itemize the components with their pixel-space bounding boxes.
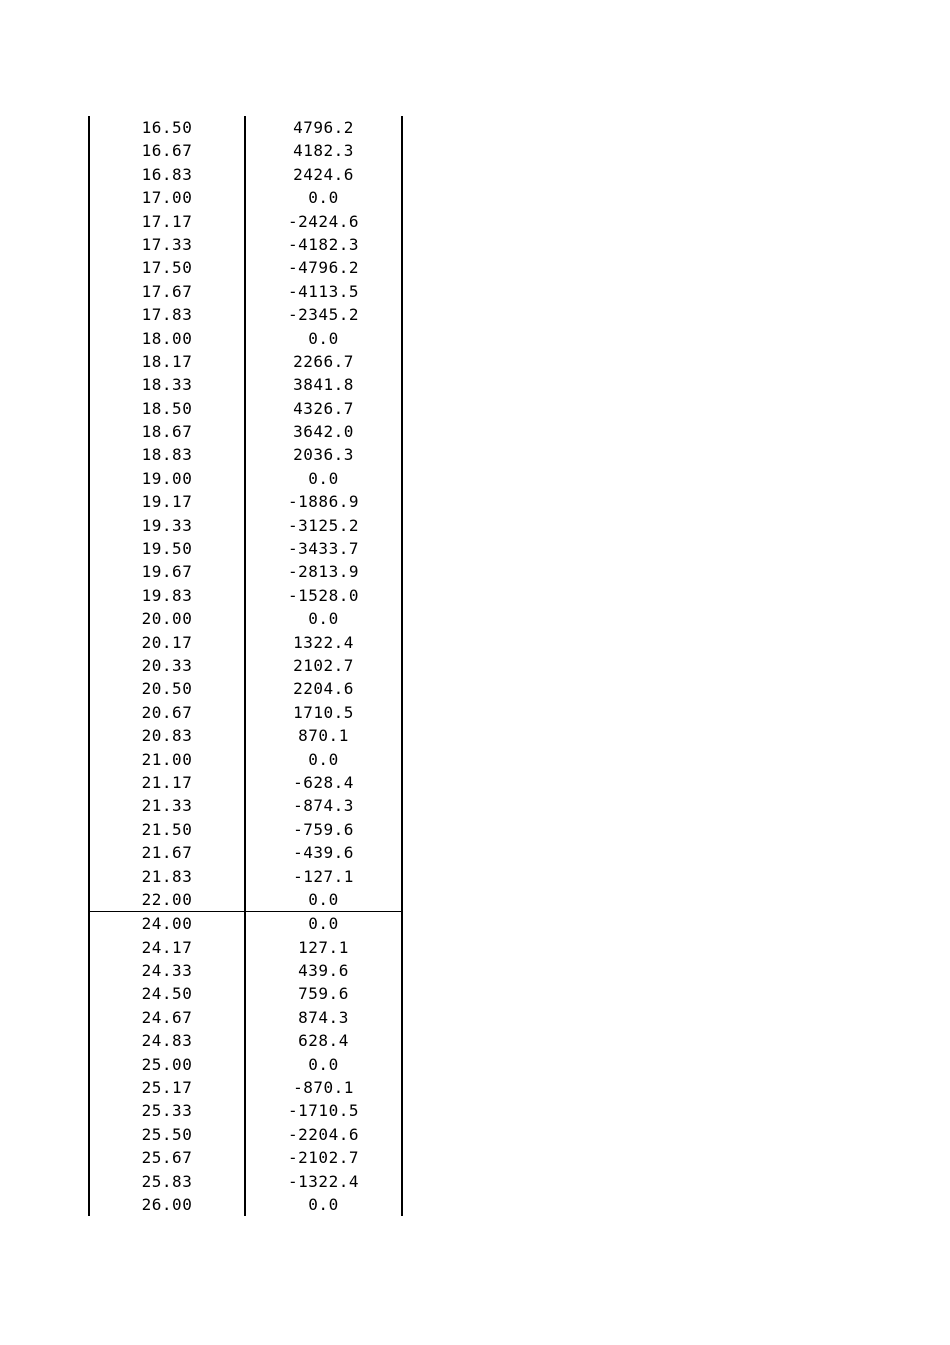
time-cell: 25.33 [141, 1101, 193, 1121]
value-cell: -2424.6 [244, 210, 401, 233]
time-cell: 19.67 [141, 562, 193, 582]
table-row [90, 936, 401, 959]
table-row [90, 1076, 401, 1099]
table-row [90, 256, 401, 279]
time-cell: 17.67 [141, 281, 193, 301]
time-cell: 17.33 [141, 234, 193, 254]
time-cell: 19.50 [141, 539, 193, 559]
value-cell: 0.0 [244, 327, 401, 350]
data-table [88, 116, 403, 1216]
time-cell: 25.17 [141, 1078, 193, 1098]
table-row [90, 280, 401, 303]
table-row [90, 537, 401, 560]
table-row [90, 1029, 401, 1052]
table-row [90, 350, 401, 373]
value-cell: 2036.3 [244, 443, 401, 466]
value-cell: -1528.0 [244, 584, 401, 607]
time-cell: 21.83 [141, 866, 193, 886]
time-cell: 24.00 [141, 914, 193, 934]
value-cell: -2204.6 [244, 1123, 401, 1146]
value-cell: 0.0 [244, 1053, 401, 1076]
value-cell: 0.0 [244, 912, 401, 935]
value-cell: 874.3 [244, 1006, 401, 1029]
time-cell: 20.67 [141, 702, 193, 722]
value-cell: 628.4 [244, 1029, 401, 1052]
value-cell: -759.6 [244, 818, 401, 841]
value-cell: 4796.2 [244, 116, 401, 139]
value-cell: 1322.4 [244, 631, 401, 654]
value-cell: 0.0 [244, 1193, 401, 1216]
table-row [90, 186, 401, 209]
time-cell: 25.83 [141, 1171, 193, 1191]
time-cell: 16.83 [141, 164, 193, 184]
table-row [90, 677, 401, 700]
table-row [90, 631, 401, 654]
table-row [90, 607, 401, 630]
table-row [90, 701, 401, 724]
time-cell: 21.00 [141, 749, 193, 769]
time-cell: 20.00 [141, 609, 193, 629]
time-cell: 24.17 [141, 937, 193, 957]
value-cell: -628.4 [244, 771, 401, 794]
value-cell: -4182.3 [244, 233, 401, 256]
time-cell: 21.17 [141, 772, 193, 792]
table-row [90, 724, 401, 747]
time-cell: 16.50 [141, 118, 193, 137]
table-row [90, 397, 401, 420]
value-cell: -874.3 [244, 794, 401, 817]
time-cell: 24.83 [141, 1031, 193, 1051]
value-cell: 2204.6 [244, 677, 401, 700]
table-row [90, 514, 401, 537]
time-cell: 20.83 [141, 726, 193, 746]
value-cell: 1710.5 [244, 701, 401, 724]
value-cell: 2266.7 [244, 350, 401, 373]
time-cell: 18.67 [141, 422, 193, 442]
table-row [90, 818, 401, 841]
time-cell: 17.83 [141, 305, 193, 325]
time-cell: 24.33 [141, 961, 193, 981]
table-row [90, 888, 401, 911]
table-row [90, 1053, 401, 1076]
value-cell: -4796.2 [244, 256, 401, 279]
table-row [90, 1170, 401, 1193]
time-cell: 17.50 [141, 258, 193, 278]
value-cell: 0.0 [244, 607, 401, 630]
value-cell: 0.0 [244, 186, 401, 209]
time-cell: 18.17 [141, 351, 193, 371]
value-cell: -2345.2 [244, 303, 401, 326]
time-cell: 17.17 [141, 211, 193, 231]
table-row [90, 982, 401, 1005]
table-row [90, 1099, 401, 1122]
time-cell: 24.67 [141, 1007, 193, 1027]
table-row [90, 210, 401, 233]
value-cell: -3125.2 [244, 514, 401, 537]
time-cell: 25.50 [141, 1124, 193, 1144]
table-row [90, 865, 401, 888]
time-cell: 20.50 [141, 679, 193, 699]
time-cell: 21.67 [141, 843, 193, 863]
value-cell: 3841.8 [244, 373, 401, 396]
value-cell: -1710.5 [244, 1099, 401, 1122]
value-cell: 870.1 [244, 724, 401, 747]
time-cell: 18.50 [141, 398, 193, 418]
time-cell: 19.17 [141, 492, 193, 512]
value-cell: 759.6 [244, 982, 401, 1005]
table-row [90, 303, 401, 326]
time-cell: 21.33 [141, 796, 193, 816]
table-row [90, 139, 401, 162]
value-cell: -1322.4 [244, 1170, 401, 1193]
table-row [90, 443, 401, 466]
value-cell: 0.0 [244, 467, 401, 490]
time-cell: 22.00 [141, 889, 193, 909]
time-cell: 20.17 [141, 632, 193, 652]
table-row [90, 560, 401, 583]
value-cell: 4326.7 [244, 397, 401, 420]
value-cell: -2102.7 [244, 1146, 401, 1169]
table-row [90, 490, 401, 513]
time-cell: 19.33 [141, 515, 193, 535]
value-cell: -1886.9 [244, 490, 401, 513]
table-row [90, 841, 401, 864]
table-row [90, 959, 401, 982]
value-cell: 4182.3 [244, 139, 401, 162]
time-cell: 18.33 [141, 375, 193, 395]
table-group [90, 116, 401, 911]
value-cell: -870.1 [244, 1076, 401, 1099]
table-row [90, 654, 401, 677]
table-row [90, 748, 401, 771]
value-cell: 0.0 [244, 888, 401, 911]
value-cell: -4113.5 [244, 280, 401, 303]
time-cell: 21.50 [141, 819, 193, 839]
table-row [90, 794, 401, 817]
time-cell: 19.00 [141, 468, 193, 488]
table-group [90, 911, 401, 1216]
time-cell: 16.67 [141, 141, 193, 161]
value-cell: 439.6 [244, 959, 401, 982]
time-cell: 19.83 [141, 585, 193, 605]
table-row [90, 1006, 401, 1029]
table-row [90, 116, 401, 139]
table-row [90, 373, 401, 396]
table-row [90, 1193, 401, 1216]
time-cell: 24.50 [141, 984, 193, 1004]
time-cell: 25.00 [141, 1054, 193, 1074]
table-row [90, 467, 401, 490]
value-cell: -2813.9 [244, 560, 401, 583]
table-row [90, 163, 401, 186]
time-cell: 20.33 [141, 655, 193, 675]
value-cell: -439.6 [244, 841, 401, 864]
value-cell: -3433.7 [244, 537, 401, 560]
value-cell: -127.1 [244, 865, 401, 888]
table-row [90, 420, 401, 443]
table-row [90, 1146, 401, 1169]
table-row [90, 771, 401, 794]
value-cell: 2424.6 [244, 163, 401, 186]
time-cell: 18.00 [141, 328, 193, 348]
value-cell: 0.0 [244, 748, 401, 771]
table-row [90, 233, 401, 256]
table-row [90, 584, 401, 607]
time-cell: 25.67 [141, 1148, 193, 1168]
time-cell: 18.83 [141, 445, 193, 465]
value-cell: 3642.0 [244, 420, 401, 443]
value-cell: 2102.7 [244, 654, 401, 677]
table-row [90, 327, 401, 350]
table-row [90, 1123, 401, 1146]
value-cell: 127.1 [244, 936, 401, 959]
time-cell: 17.00 [141, 188, 193, 208]
table-row [90, 912, 401, 935]
time-cell: 26.00 [141, 1194, 193, 1214]
